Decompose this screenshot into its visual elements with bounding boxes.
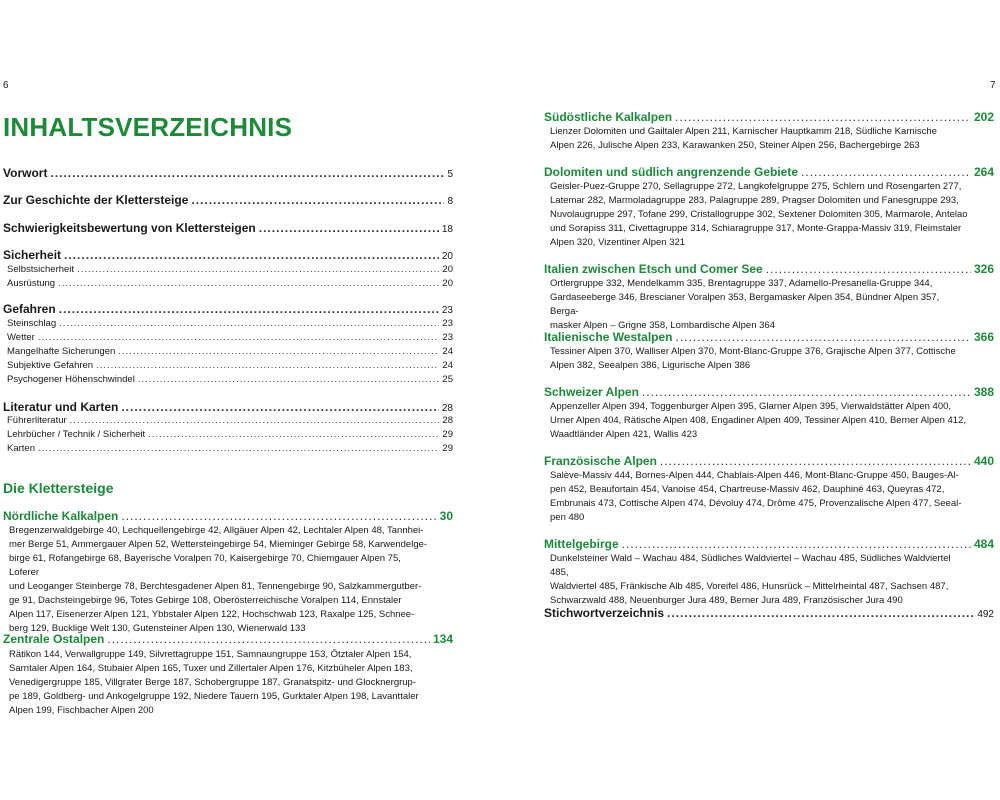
toc-entry-stichwortverzeichnis[interactable]: Stichwortverzeichnis ..... 492 xyxy=(544,606,994,620)
description-line: Alpen 199, Fischbacher Alpen 200 xyxy=(9,705,154,716)
section-description xyxy=(550,180,970,250)
description-line: birge 61, Rofangebirge 68, Bayerische Voralpen 70, Kaisergebirge 70, Chiemgauer Alpen 75, Loferer xyxy=(9,553,401,578)
section-description xyxy=(550,125,970,153)
description-line: Rätikon 144, Verwallgruppe 149, Silvrettagruppe 151, Samnaungruppe 153, Ötztaler Alpen 154, xyxy=(9,649,412,660)
toc-section-mittelgebirge[interactable]: Mittelgebirge ..... 484 xyxy=(544,537,994,551)
page-title: INHALTSVERZEICHNIS xyxy=(3,112,293,142)
toc-section-schweizer-alpen[interactable]: Schweizer Alpen ..... 388 xyxy=(544,385,994,399)
toc-subentry[interactable]: Selbstsicherheit ..... 20 xyxy=(3,264,453,275)
description-line: Lienzer Dolomiten und Gailtaler Alpen 211, Karnischer Hauptkamm 218, Südliche Karnische xyxy=(550,126,937,137)
description-line: Ortlergruppe 332, Mendelkamm 335, Brentagruppe 337, Adamello-Presanella-Gruppe 344, xyxy=(550,278,933,289)
toc-entry[interactable]: Vorwort ..... 5 xyxy=(3,166,453,180)
description-line: Nuvolaugruppe 297, Tofane 299, Cristallogruppe 302, Sextener Dolomiten 305, Marmarole, Antelao xyxy=(550,209,968,220)
klettersteige-heading: Die Klettersteige xyxy=(3,480,114,496)
toc-section-zentrale-ostalpen[interactable]: Zentrale Ostalpen ..... 134 xyxy=(3,632,453,646)
page-number-right: 7 xyxy=(990,80,996,91)
toc-subentry[interactable]: Karten ..... 29 xyxy=(3,443,453,454)
description-line: Waadtländer Alpen 421, Wallis 423 xyxy=(550,429,698,440)
toc-section-italienische-westalpen[interactable]: Italienische Westalpen ..... 366 xyxy=(544,330,994,344)
toc-section-nordliche-kalkalpen[interactable]: Nördliche Kalkalpen ..... 30 xyxy=(3,509,453,523)
section-description xyxy=(9,648,429,718)
toc-subentry[interactable]: Wetter ..... 23 xyxy=(3,332,453,343)
toc-section-dolomiten[interactable]: Dolomiten und südlich angrenzende Gebiete ..... 264 xyxy=(544,165,994,179)
toc-subentry[interactable]: Psychogener Höhenschwindel ..... 25 xyxy=(3,374,453,385)
description-line: berg 129, Bucklige Welt 130, Gutensteiner Alpen 130, Wienerwald 133 xyxy=(9,623,306,634)
description-line: Tessiner Alpen 370, Walliser Alpen 370, Mont-Blanc-Gruppe 376, Grajische Alpen 377, Cottische xyxy=(550,346,956,357)
description-line: ge 91, Dachsteingebirge 96, Totes Gebirge 108, Oberösterreichische Voralpen 114, Ennstaler xyxy=(9,595,402,606)
description-line: Alpen 117, Eisenerzer Alpen 121, Ybbstaler Alpen 122, Hochschwab 123, Raxalpe 125, Schnee- xyxy=(9,609,415,620)
description-line: mer Berge 51, Ammergauer Alpen 52, Wettersteingebirge 54, Mieminger Gebirge 58, Karwendelge- xyxy=(9,539,428,550)
toc-left-column xyxy=(3,0,453,800)
description-line: Alpen 320, Vizentiner Alpen 321 xyxy=(550,237,686,248)
description-line: Salève-Massiv 444, Bornes-Alpen 444, Chablais-Alpen 446, Mont-Blanc-Gruppe 450, Bauges-Al- xyxy=(550,470,959,481)
description-line: Sarntaler Alpen 164, Stubaier Alpen 165, Tuxer und Zillertaler Alpen 176, Kitzbüheler Alpen 183, xyxy=(9,663,413,674)
description-line: Latemar 282, Marmoladagruppe 283, Palagruppe 289, Pragser Dolomiten und Fanesgruppe 293, xyxy=(550,195,959,206)
section-description xyxy=(550,552,970,608)
description-line: pen 480 xyxy=(550,512,585,523)
description-line: Urner Alpen 404, Rätische Alpen 408, Engadiner Alpen 409, Tessiner Alpen 410, Berner Alpen 412, xyxy=(550,415,967,426)
description-line: Embrunais 473, Cottische Alpen 474, Dévoluy 474, Drôme 475, Provenzalische Alpen 477, Seeal- xyxy=(550,498,962,509)
toc-subentry[interactable]: Subjektive Gefahren ..... 24 xyxy=(3,360,453,371)
description-line: Appenzeller Alpen 394, Toggenburger Alpen 395, Glarner Alpen 395, Vierwaldstätter Alpen 400, xyxy=(550,401,952,412)
description-line: Alpen 226, Julische Alpen 233, Karawanken 250, Steiner Alpen 256, Bachergebirge 263 xyxy=(550,140,920,151)
toc-section-sudostliche-kalkalpen[interactable]: Südöstliche Kalkalpen ..... 202 xyxy=(544,110,994,124)
description-line: Bregenzerwaldgebirge 40, Lechquellengebirge 42, Allgäuer Alpen 42, Lechtaler Alpen 48, Tannhei- xyxy=(9,525,424,536)
description-line: Alpen 382, Seealpen 386, Ligurische Alpen 386 xyxy=(550,360,751,371)
description-line: Schwarzwald 488, Neuenburger Jura 489, Berner Jura 489, Französischer Jura 490 xyxy=(550,595,903,606)
description-line: masker Alpen – Grigne 358, Lombardische Alpen 364 xyxy=(550,320,775,331)
description-line: Gardaseeberge 346, Brescianer Voralpen 353, Bergamasker Alpen 354, Bündner Alpen 357, Berga- xyxy=(550,292,940,317)
description-line: pen 452, Beaufortain 454, Vanoise 454, Chartreuse-Massiv 462, Dauphiné 463, Queyras 472, xyxy=(550,484,945,495)
section-description xyxy=(550,345,970,373)
description-line: Venedigergruppe 185, Villgrater Berge 187, Schobergruppe 187, Granatspitz- und Glocknergrup- xyxy=(9,677,417,688)
toc-subentry[interactable]: Lehrbücher / Technik / Sicherheit ..... 29 xyxy=(3,429,453,440)
toc-entry[interactable]: Zur Geschichte der Klettersteige ..... 8 xyxy=(3,193,453,207)
toc-subentry[interactable]: Führerliteratur ..... 28 xyxy=(3,415,453,426)
toc-section-italien-etsch-comer-see[interactable]: Italien zwischen Etsch und Comer See ..... 326 xyxy=(544,262,994,276)
section-description xyxy=(550,469,970,525)
description-line: und Sorapiss 311, Civettagruppe 314, Schiaragruppe 317, Monte-Grappa-Massiv 319, Fleimstaler xyxy=(550,223,962,234)
description-line: Geisler-Puez-Gruppe 270, Sellagruppe 272, Langkofelgruppe 275, Schlern und Rosengarten 277, xyxy=(550,181,962,192)
toc-subentry[interactable]: Mangelhafte Sicherungen ..... 24 xyxy=(3,346,453,357)
section-description xyxy=(9,524,429,636)
section-description xyxy=(550,277,970,333)
description-line: Dunkelsteiner Wald – Wachau 484, Südliches Waldviertel – Wachau 485, Südliches Waldviertel 485, xyxy=(550,553,951,578)
toc-entry[interactable]: Schwierigkeitsbewertung von Klettersteigen ..... 18 xyxy=(3,221,453,235)
toc-entry[interactable]: Sicherheit ..... 20 xyxy=(3,248,453,262)
toc-entry[interactable]: Literatur und Karten ..... 28 xyxy=(3,400,453,414)
toc-section-franzosische-alpen[interactable]: Französische Alpen ..... 440 xyxy=(544,454,994,468)
toc-subentry[interactable]: Ausrüstung ..... 20 xyxy=(3,278,453,289)
page-number-left: 6 xyxy=(3,80,9,91)
toc-subentry[interactable]: Steinschlag ..... 23 xyxy=(3,318,453,329)
description-line: Waldviertel 485, Fränkische Alb 485, Voreifel 486, Hunsrück – Mittelrheintal 487, Sachsen 487, xyxy=(550,581,949,592)
toc-entry[interactable]: Gefahren ..... 23 xyxy=(3,302,453,316)
description-line: und Leoganger Steinberge 78, Berchtesgadener Alpen 81, Tennengebirge 90, Salzkammergutber- xyxy=(9,581,422,592)
description-line: pe 189, Goldberg- und Ankogelgruppe 192, Niedere Tauern 195, Gurktaler Alpen 198, Lavanttaler xyxy=(9,691,419,702)
section-description xyxy=(550,400,970,442)
toc-right-column xyxy=(544,0,994,800)
